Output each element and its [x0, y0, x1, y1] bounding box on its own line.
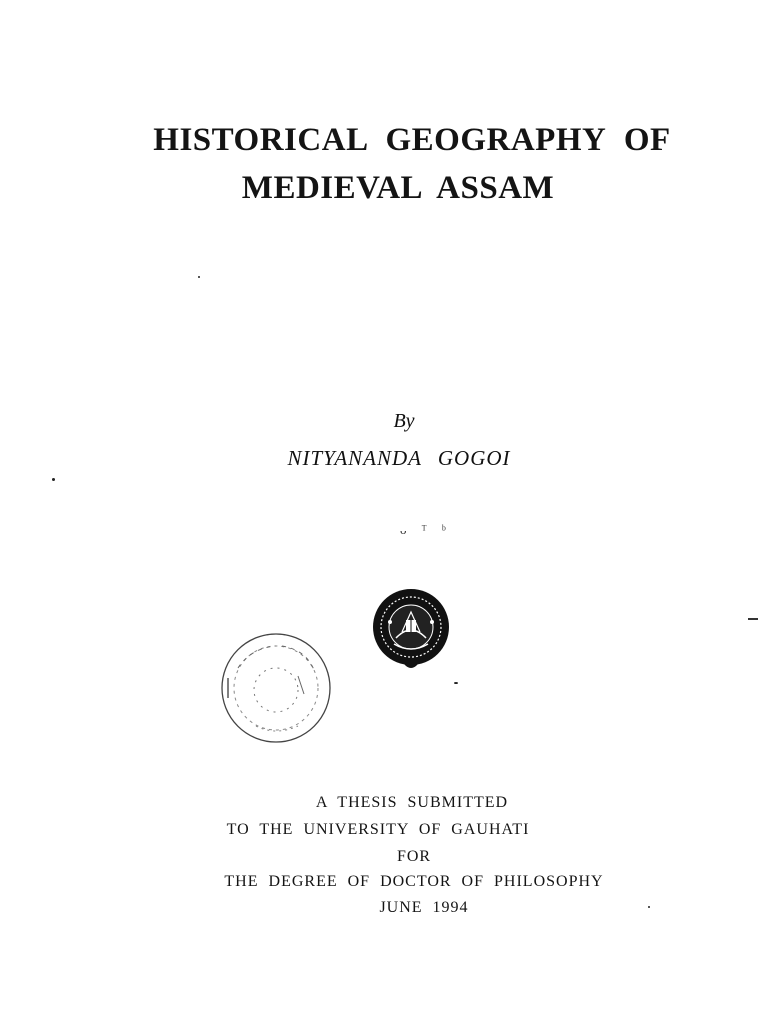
speck-mark	[748, 618, 758, 620]
submission-line-1: A THESIS SUBMITTED	[315, 794, 509, 811]
title-line-1: HISTORICAL GEOGRAPHY OF	[153, 122, 671, 158]
speck-mark	[198, 276, 200, 278]
university-emblem-icon	[366, 582, 460, 676]
byline-by: By	[393, 410, 415, 432]
title-line-2: MEDIEVAL ASSAM	[241, 170, 555, 206]
submission-line-3: FOR	[396, 848, 432, 865]
author-name: NITYANANDA GOGOI	[287, 446, 511, 470]
submission-line-4: THE DEGREE OF DOCTOR OF PHILOSOPHY	[224, 873, 604, 890]
submission-line-2: TO THE UNIVERSITY OF GAUHATI	[226, 821, 530, 838]
ink-smudge: ᴗ ᵀ ᵇ	[400, 522, 452, 537]
speck-mark	[52, 478, 55, 481]
speck-mark	[454, 682, 458, 684]
library-stamp-icon	[216, 628, 336, 746]
submission-date: JUNE 1994	[379, 899, 469, 916]
